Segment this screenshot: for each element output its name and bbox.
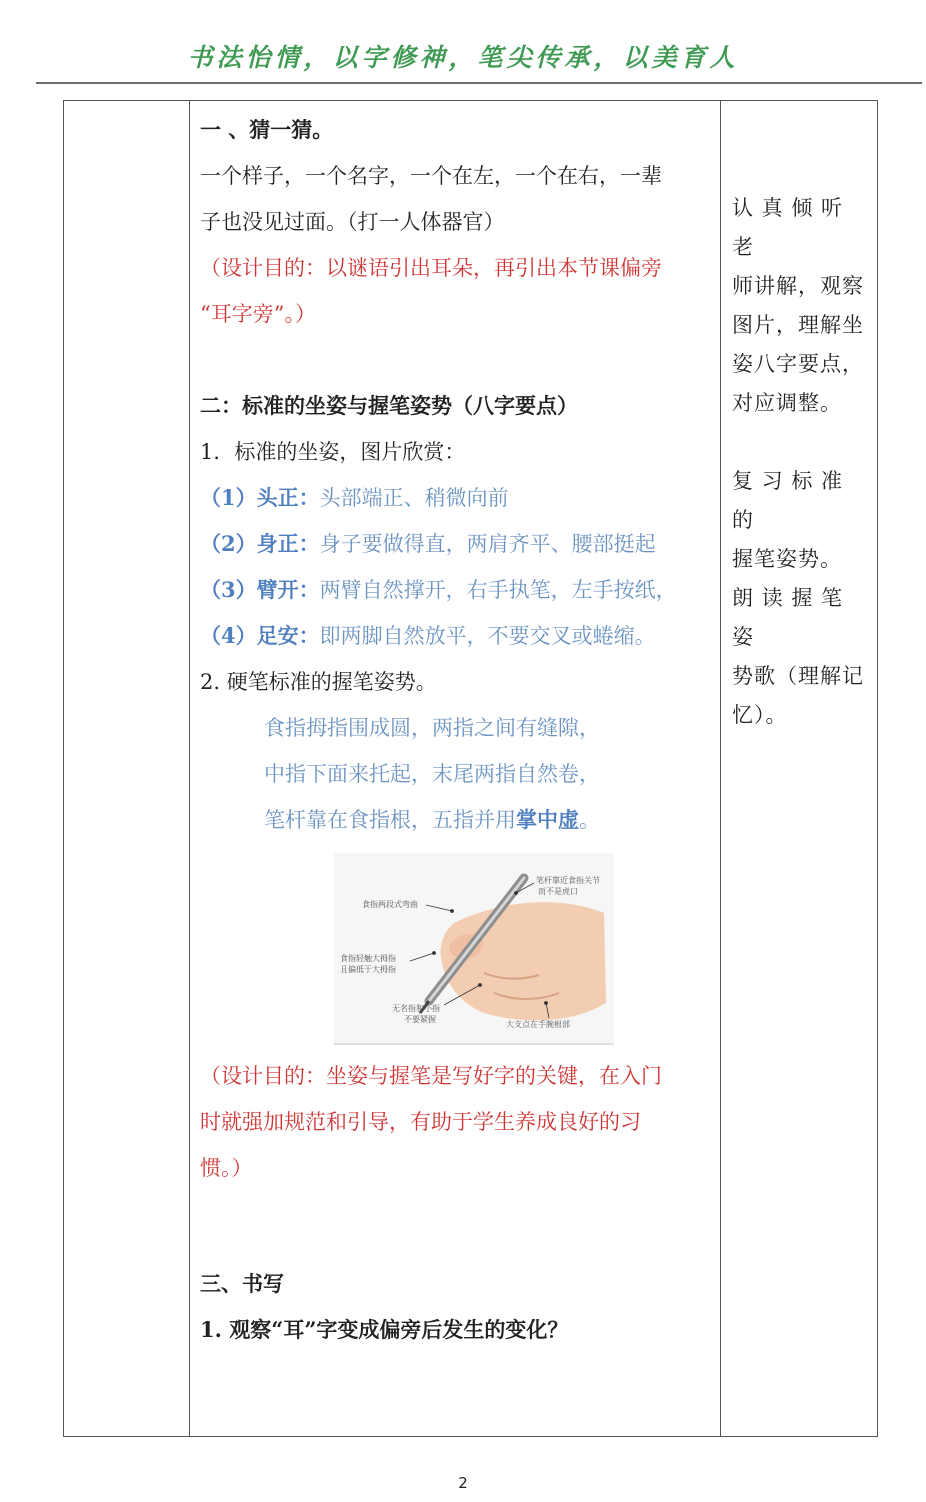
figure-label-index-touch-1: 食指轻触大拇指 <box>340 954 396 963</box>
design-purpose-1-line-1: （设计目的：以谜语引出耳朵，再引出本节课偏旁 <box>200 256 662 280</box>
activity-line: 认 真 倾 听 老 <box>732 196 844 259</box>
design-purpose-2-line-2: 时就强加规范和引导，有助于学生养成良好的习 <box>200 1110 641 1134</box>
activity-line: 姿八字要点， <box>732 352 864 376</box>
figure-label-index-touch-2: 且偏低于大拇指 <box>340 965 396 974</box>
figure-label-support: 大支点在手腕根部 <box>506 1020 570 1029</box>
posture-item-text: 身子要做得直，两肩齐平、腰部挺起 <box>319 532 656 556</box>
student-activity-cell <box>732 189 872 735</box>
activity-line: 朗 读 握 笔 姿 <box>732 586 844 649</box>
figure-label-index-bend: 食指两段式弯曲 <box>362 900 418 909</box>
header-motto: 书法怡情，以字修神，笔尖传承，以美育人 <box>187 43 739 72</box>
pen-grip-figure <box>334 853 614 1045</box>
figure-label-ring-little-2: 不要紧握 <box>404 1015 436 1024</box>
teaching-content-cell <box>200 107 716 1353</box>
design-purpose-2-line-3: 惯。） <box>200 1156 253 1180</box>
section-3-question: 1. 观察“耳”字变成偏旁后发生的变化？ <box>200 1317 569 1342</box>
riddle-line-2: 子也没见过面。（打一人体器官） <box>200 210 505 234</box>
posture-item-label: （1）头正： <box>200 485 320 510</box>
posture-item-text: 即两脚自然放平，不要交叉或蜷缩。 <box>319 624 656 648</box>
posture-item-text: 两臂自然撑开，右手执笔，左手按纸， <box>319 578 677 602</box>
column-divider-left <box>189 101 190 1436</box>
posture-item-label: （4）足安： <box>200 623 320 648</box>
riddle-line-1: 一个样子，一个名字，一个在左，一个在右，一辈 <box>200 164 662 188</box>
grip-song-line-1: 食指拇指围成圆，两指之间有缝隙， <box>264 716 600 740</box>
design-purpose-1-line-2: “耳字旁”。） <box>200 302 316 326</box>
activity-line: 对应调整。 <box>732 391 842 415</box>
activity-line: 师讲解，观察 <box>732 274 864 298</box>
figure-label-ring-little-1: 无名指和小指 <box>392 1004 440 1013</box>
activity-line: 势歌（理解记 <box>732 664 864 688</box>
section-2-heading: 二：标准的坐姿与握笔姿势（八字要点） <box>200 393 578 418</box>
figure-label-pen-rest-1: 笔杆靠近食指关节 <box>536 876 600 885</box>
design-purpose-2-line-1: （设计目的：坐姿与握笔是写好字的关键，在入门 <box>200 1064 662 1088</box>
posture-subheading: 1．标准的坐姿，图片欣赏： <box>200 440 466 464</box>
grip-song-line-3 <box>200 797 716 843</box>
grip-song-key-phrase: 掌中虚 <box>516 807 579 832</box>
grip-song-line-3-suffix: 。 <box>579 808 600 832</box>
header-rule <box>36 82 922 84</box>
activity-line: 复 习 标 准 的 <box>732 469 844 532</box>
activity-line: 图片，理解坐 <box>732 313 864 337</box>
posture-item <box>200 567 716 613</box>
column-divider-right <box>720 101 721 1436</box>
posture-item <box>200 475 716 521</box>
page-number: 2 <box>458 1474 468 1492</box>
section-1-heading: 一 、猜一猜。 <box>200 117 334 142</box>
grip-song-line-2: 中指下面来托起，末尾两指自然卷， <box>264 762 600 786</box>
posture-item-label: （3）臂开： <box>200 577 320 602</box>
posture-item-text: 头部端正、稍微向前 <box>319 486 509 510</box>
grip-song-line-3-prefix: 笔杆靠在食指根，五指并用 <box>264 808 516 832</box>
activity-line: 忆）。 <box>732 703 788 727</box>
posture-item-label: （2）身正： <box>200 531 320 556</box>
lesson-plan-table <box>63 100 878 1437</box>
figure-label-pen-rest-2: 而不是虎口 <box>538 887 578 896</box>
grip-subheading: 2. 硬笔标准的握笔姿势。 <box>200 670 437 694</box>
posture-item <box>200 521 716 567</box>
posture-item <box>200 613 716 659</box>
section-3-heading: 三、书写 <box>200 1271 284 1296</box>
activity-line: 握笔姿势。 <box>732 547 842 571</box>
